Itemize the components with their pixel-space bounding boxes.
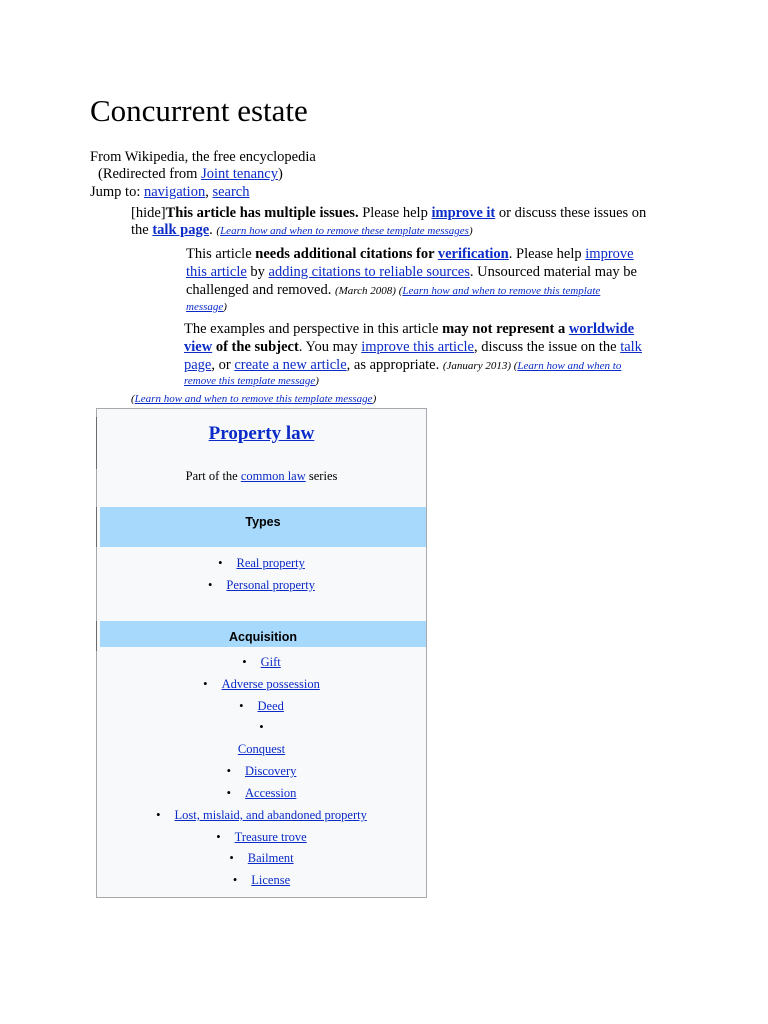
cit-text-3: . Unsourced material may be — [469, 264, 637, 280]
bullet: • — [226, 786, 231, 800]
list-item — [97, 785, 426, 801]
bullet: • — [242, 655, 247, 669]
bullet: • — [208, 578, 213, 592]
real-property-link[interactable]: Real property — [236, 556, 305, 570]
learn-open: ( — [216, 225, 221, 237]
worldview-line-1 — [184, 320, 634, 338]
discovery-link[interactable]: Discovery — [245, 764, 297, 778]
wv-bold-1: may not represent a — [442, 321, 569, 337]
improve-it-link[interactable]: improve it — [431, 205, 496, 221]
adverse-possession-link[interactable]: Adverse possession — [221, 677, 320, 691]
issues-or: or discuss these issues on — [495, 205, 647, 221]
issues-the: the — [131, 222, 153, 238]
bullet: • — [203, 677, 208, 691]
wv-text-4: , as appropriate. — [346, 357, 443, 373]
learn-all-close: ) — [372, 393, 377, 405]
issues-line-1 — [131, 204, 646, 222]
learn-link-1[interactable]: Learn how and when to remove these template messages — [220, 225, 469, 237]
bullet: • — [229, 851, 234, 865]
types-header: Types — [100, 507, 426, 547]
learn-link-3[interactable]: Learn how and when to — [517, 360, 622, 372]
license-link[interactable]: License — [251, 873, 291, 887]
view-link[interactable]: view — [184, 339, 213, 355]
accession-link[interactable]: Accession — [245, 786, 297, 800]
wv-text-1: The examples and perspective in this article — [184, 321, 443, 337]
jump-search-link[interactable]: search — [212, 184, 250, 200]
issues-dot: . — [209, 222, 217, 238]
bullet: • — [156, 808, 161, 822]
create-article-link[interactable]: create a new article — [234, 357, 347, 373]
citations-line-3 — [186, 281, 600, 300]
redirect-suffix: ) — [278, 166, 283, 182]
conquest-link[interactable]: Conquest — [237, 742, 286, 756]
cit-date: (March 2008) — [334, 285, 396, 297]
wv-talk-link[interactable]: talk — [620, 339, 642, 355]
common-law-link[interactable]: common law — [240, 469, 306, 483]
personal-property-link[interactable]: Personal property — [226, 578, 315, 592]
worldwide-link[interactable]: worldwide — [568, 321, 635, 337]
bullet: • — [239, 699, 244, 713]
wv-text-3: , discuss the issue on the — [473, 339, 621, 355]
list-item — [97, 577, 426, 593]
bullet: • — [259, 720, 264, 734]
property-law-sidebar — [96, 408, 427, 898]
jump-navigation-link[interactable]: navigation — [143, 184, 206, 200]
sidebar-edge-mark — [96, 621, 97, 651]
redirect-prefix: (Redirected from — [98, 166, 202, 182]
list-item — [97, 698, 426, 714]
bailment-link[interactable]: Bailment — [247, 851, 294, 865]
cit-bold: needs additional citations for — [255, 246, 438, 262]
wv-text-2: . You may — [298, 339, 362, 355]
sub-prefix: Part of the — [185, 469, 241, 483]
cit-close: ) — [223, 301, 227, 313]
tagline: From Wikipedia, the free encyclopedia — [90, 149, 316, 165]
cit-text-2: . Please help — [508, 246, 586, 262]
list-item — [97, 872, 426, 888]
learn-all-open: ( — [131, 393, 135, 405]
wv-page-link[interactable]: page — [184, 357, 212, 373]
learn-all-line — [131, 390, 376, 408]
jump-label: Jump to: — [90, 184, 141, 200]
cit-by: by — [246, 264, 269, 280]
cit-text-4: challenged and removed. — [186, 282, 335, 298]
redirect-link[interactable]: Joint tenancy — [201, 166, 278, 182]
learn-link-all[interactable]: Learn how and when to remove this template message — [134, 393, 373, 405]
learn-link-2-cont[interactable]: message — [186, 301, 224, 313]
property-law-link[interactable]: Property law — [208, 423, 315, 444]
list-item — [97, 719, 426, 735]
list-item — [97, 676, 426, 692]
redirect-note — [98, 165, 283, 183]
citations-line-1 — [186, 245, 634, 263]
list-item — [97, 654, 426, 670]
list-item — [97, 763, 426, 779]
worldview-line-2 — [184, 338, 642, 356]
issues-heading: This article has multiple issues. — [165, 205, 359, 221]
lost-property-link[interactable]: Lost, mislaid, and abandoned property — [174, 808, 367, 822]
adding-citations-link[interactable]: adding citations to reliable sources — [268, 264, 470, 280]
hide-toggle[interactable]: [hide] — [131, 205, 166, 221]
this-article-link[interactable]: this article — [186, 264, 247, 280]
deed-link[interactable]: Deed — [257, 699, 284, 713]
learn-link-3-cont[interactable]: remove this template message — [184, 375, 316, 387]
jump-links — [90, 183, 249, 201]
bullet: • — [218, 556, 223, 570]
list-item — [97, 741, 426, 757]
gift-link[interactable]: Gift — [260, 655, 281, 669]
citations-line-2 — [186, 263, 637, 281]
list-item — [97, 555, 426, 571]
jump-sep: , — [205, 184, 209, 200]
talk-page-link[interactable]: talk page — [152, 222, 210, 238]
bullet: • — [232, 873, 238, 887]
list-item — [97, 829, 426, 845]
wv-paren: ( — [511, 360, 518, 372]
bullet: • — [226, 764, 231, 778]
page-title: Concurrent estate — [90, 93, 308, 128]
citations-line-4 — [186, 298, 227, 316]
wv-date: (January 2013) — [442, 360, 511, 372]
bullet: • — [216, 830, 221, 844]
sidebar-edge-mark — [96, 507, 97, 547]
acquisition-header: Acquisition — [100, 621, 426, 647]
worldview-line-4 — [184, 372, 319, 390]
sidebar-subtitle — [97, 469, 426, 484]
issues-line-2 — [131, 221, 473, 240]
learn-link-2[interactable]: Learn how and when to remove this template — [402, 285, 601, 297]
wv-bold-2: of the subject — [212, 339, 299, 355]
treasure-trove-link[interactable]: Treasure trove — [234, 830, 307, 844]
sidebar-title — [97, 423, 426, 445]
improve-article-link[interactable]: improve this article — [361, 339, 474, 355]
wv-or: , or — [211, 357, 235, 373]
improve-link[interactable]: improve — [585, 246, 634, 262]
list-item — [97, 807, 426, 823]
list-item — [97, 850, 426, 866]
verification-link[interactable]: verification — [437, 246, 509, 262]
cit-text-1: This article — [186, 246, 256, 262]
sub-suffix: series — [305, 469, 338, 483]
issues-help: Please help — [358, 205, 432, 221]
cit-paren: ( — [395, 285, 403, 297]
wv-close: ) — [315, 375, 319, 387]
learn-close: ) — [468, 225, 473, 237]
